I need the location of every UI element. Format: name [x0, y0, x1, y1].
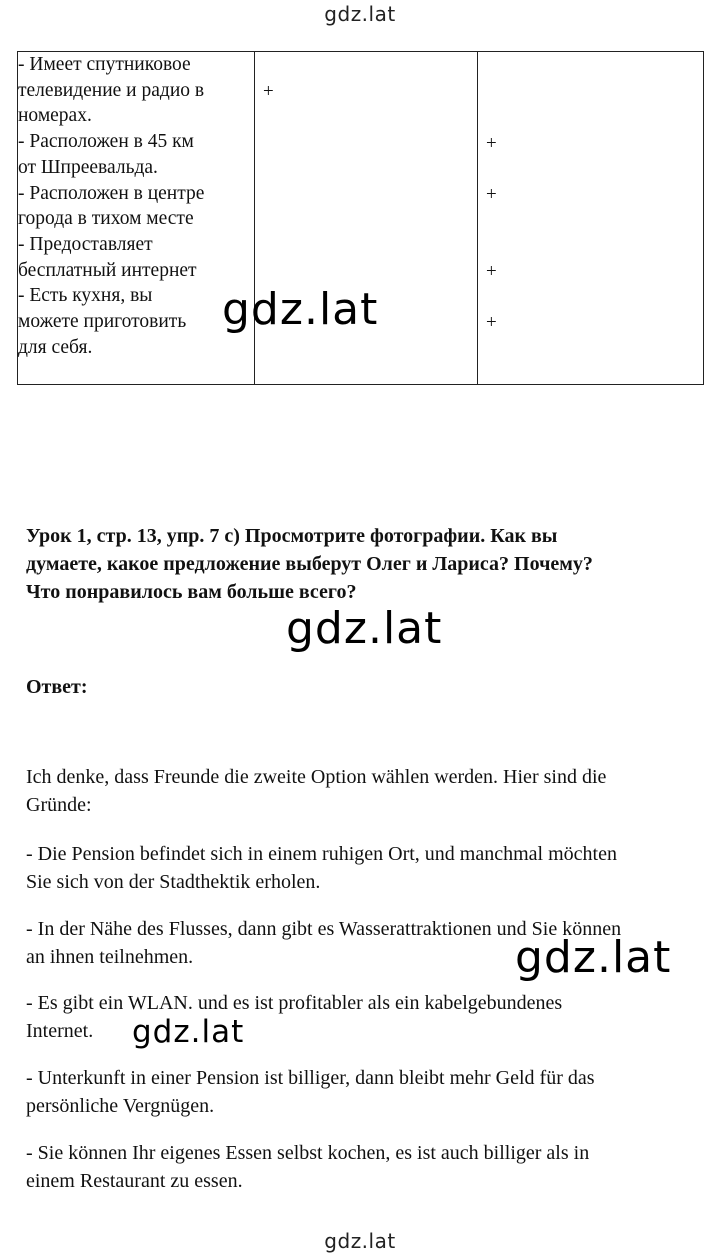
paragraph-line: - Unterkunft in einer Pension ist billiger, dann bleibt mehr Geld für das [26, 1067, 595, 1089]
answer-label: Ответ: [26, 676, 88, 698]
plus-mark: + [486, 184, 497, 205]
answer-paragraph [26, 1064, 706, 1120]
site-header: gdz.lat [324, 2, 396, 26]
criteria-line: телевидение и радио в [18, 79, 205, 101]
plus-mark: + [486, 133, 497, 154]
answer-paragraph [26, 840, 706, 896]
paragraph-line: Internet. [26, 1020, 94, 1042]
answer-paragraph [26, 989, 706, 1045]
paragraph-line: - Es gibt ein WLAN. und es ist profitabler als ein kabelgebundenes [26, 992, 563, 1014]
paragraph-line: - Sie können Ihr eigenes Essen selbst kochen, es ist auch billiger als in [26, 1142, 590, 1164]
watermark: gdz.lat [222, 284, 379, 335]
criteria-line: бесплатный интернет [18, 259, 197, 281]
paragraph-line: persönliche Vergnügen. [26, 1095, 215, 1117]
paragraph-line: Gründe: [26, 794, 92, 816]
watermark: gdz.lat [132, 1014, 245, 1050]
paragraph-line: - Die Pension befindet sich in einem ruhigen Ort, und manchmal möchten [26, 843, 617, 865]
task-line: думаете, какое предложение выберут Олег и Лариса? Почему? [26, 553, 593, 575]
watermark: gdz.lat [286, 603, 443, 654]
paragraph-line: einem Restaurant zu essen. [26, 1170, 243, 1192]
task-line: Что понравилось вам больше всего? [26, 581, 357, 603]
criteria-line: для себя. [18, 336, 93, 358]
option-2-cell [478, 52, 704, 385]
plus-mark: + [263, 81, 274, 102]
plus-mark: + [486, 261, 497, 282]
criteria-line: - Расположен в 45 км [18, 131, 194, 153]
task-heading [26, 522, 706, 606]
criteria-line: можете приготовить [18, 311, 187, 333]
criteria-line: - Есть кухня, вы [18, 285, 153, 307]
task-line: Урок 1, стр. 13, упр. 7 с) Просмотрите фотографии. Как вы [26, 525, 558, 547]
paragraph-line: Ich denke, dass Freunde die zweite Option wählen werden. Hier sind die [26, 766, 607, 788]
paragraph-line: Sie sich von der Stadthektik erholen. [26, 871, 321, 893]
criteria-line: номерах. [18, 105, 92, 127]
criteria-line: - Имеет спутниковое [18, 54, 191, 75]
criteria-line: - Расположен в центре [18, 182, 205, 204]
criteria-line: - Предоставляет [18, 233, 153, 255]
watermark: gdz.lat [515, 932, 672, 983]
paragraph-line: an ihnen teilnehmen. [26, 946, 194, 968]
plus-mark: + [486, 312, 497, 333]
criteria-line: от Шпреевальда. [18, 156, 158, 178]
answer-paragraph [26, 1139, 706, 1195]
paragraph-line: - In der Nähe des Flusses, dann gibt es Wasserattraktionen und Sie können [26, 918, 622, 940]
criteria-line: города в тихом месте [18, 208, 194, 230]
site-footer: gdz.lat [324, 1229, 396, 1253]
answer-paragraph [26, 763, 706, 819]
criteria-cell [18, 52, 255, 385]
